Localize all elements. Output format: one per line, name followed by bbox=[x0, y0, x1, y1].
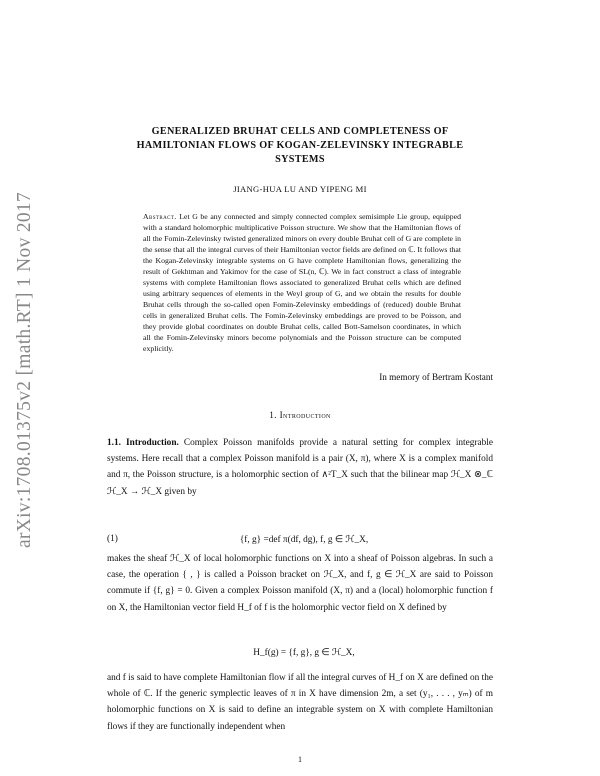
abstract-label: Abstract. bbox=[143, 212, 177, 221]
title-line-3: SYSTEMS bbox=[275, 154, 325, 165]
paragraph-text: Complex Poisson manifolds provide a natural setting for complex integrable systems. Here recall that a complex Poisson manifold is a pair (X, π), where X is a complex manifold and π, the Poisson structure, is a holomorphic section of ∧²T_X such that the bilinear map ℋ_X ⊗_ℂ ℋ_X → ℋ_X given by bbox=[107, 438, 493, 497]
equation-hamiltonian-field: H_f(g) = {f, g}, g ∈ ℋ_X, bbox=[253, 648, 355, 658]
dedication: In memory of Bertram Kostant bbox=[379, 372, 493, 382]
paragraph-complete-flows: and f is said to have complete Hamiltonian flow if all the integral curves of H_f on X are defined on the whole of ℂ. If the generic symplectic leaves of π in X have dimension 2m, a set (y₁, . . . , yₘ) of m holomorphic functions on X is said to define an integrable system on X with complete Hamiltonian flows if they are functionally independent when bbox=[107, 673, 493, 732]
arxiv-sidebar bbox=[12, 175, 38, 565]
equation-number: (1) bbox=[107, 534, 118, 544]
paper-title bbox=[100, 125, 500, 167]
abstract-text: Let G be any connected and simply connected complex semisimple Lie group, equipped with a standard holomorphic multiplicative Poisson structure. We show that the Hamiltonian flows of all the Fomin-Zelevinsky twisted generalized minors on every double Bruhat cell of G are complete in the sense that all the integral curves of their Hamiltonian vector fields are defined on ℂ. It follows that the Kogan-Zelevinsky integrable systems on G have complete Hamiltonian flows, generalizing the result of Gekhtman and Yakimov for the case of SL(n, ℂ). We in fact construct a class of integrable systems with complete Hamiltonian flows associated to generalized Bruhat cells which are defined using arbitrary sequences of elements in the Weyl group of G, and we obtain the results for double Bruhat cells through the so-called open Fomin-Zelevinsky embeddings of (reduced) double Bruhat cells in generalized Bruhat cells. The Fomin-Zelevinsky embeddings are proved to be Poisson, and they provide global coordinates on double Bruhat cells, called Bott-Samelson coordinates, in which all the Fomin-Zelevinsky minors become polynomials and the Poisson structure can be computed explicitly. bbox=[143, 212, 461, 353]
abstract bbox=[143, 211, 461, 354]
title-line-2: HAMILTONIAN FLOWS OF KOGAN-ZELEVINSKY INTEGRABLE bbox=[136, 140, 464, 151]
arxiv-identifier: arXiv:1708.01375v2 [math.RT] 1 Nov 2017 bbox=[14, 191, 35, 549]
title-line-1: GENERALIZED BRUHAT CELLS AND COMPLETENESS OF bbox=[151, 126, 449, 137]
section-heading: 1. Introduction bbox=[269, 410, 331, 420]
paragraph-poisson-algebra: makes the sheaf ℋ_X of local holomorphic functions on X into a sheaf of Poisson algebras. In such a case, the operation { , } is called a Poisson bracket on ℋ_X, and f, g ∈ ℋ_X are said to Poisson commute if {f, g} = 0. Given a complex Poisson manifold (X, π) and a (local) holomorphic function f on X, the Hamiltonian vector field H_f of f is the holomorphic vector field on X defined by bbox=[107, 554, 493, 613]
paragraph-introduction bbox=[107, 435, 493, 500]
equation-poisson-bracket: {f, g} =def π(df, dg), f, g ∈ ℋ_X, bbox=[239, 535, 369, 545]
subsection-label: 1.1. Introduction. bbox=[107, 438, 179, 448]
page-number: 1 bbox=[298, 755, 302, 764]
authors: JIANG-HUA LU AND YIPENG MI bbox=[233, 184, 367, 194]
